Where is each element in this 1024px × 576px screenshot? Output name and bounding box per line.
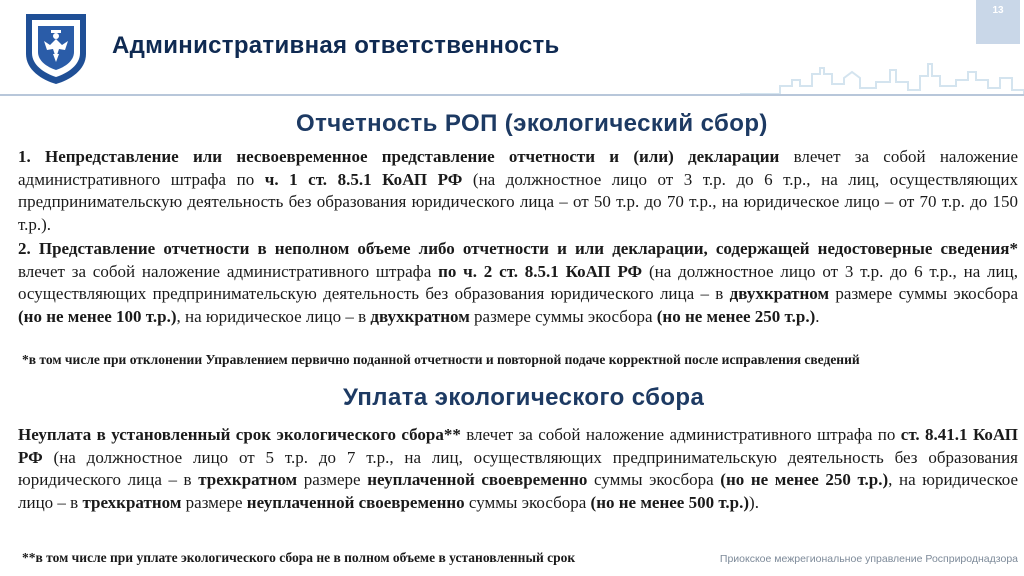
- text-segment: суммы экосбора: [464, 492, 591, 512]
- bold-text-segment: ст. 8.41.1 КоАП РФ: [18, 425, 1019, 467]
- text-segment: размере: [181, 492, 247, 512]
- text-segment: размере: [297, 470, 368, 489]
- bold-text-segment: двухкратном: [729, 284, 830, 303]
- bold-text-segment: 2. Представление отчетности в неполном объеме либо отчетности и или декларации, содержащей недостоверные сведения*: [18, 239, 1018, 258]
- text-segment: влечет за собой наложение административного штрафа по: [460, 425, 901, 444]
- city-skyline-decoration: [740, 56, 1024, 96]
- text-segment: ).: [749, 492, 759, 512]
- bold-text-segment: 1. Непредставление или несвоевременное представление отчетности и (или) декларации: [18, 147, 780, 166]
- bold-text-segment: неуплаченной своевременно: [246, 492, 465, 512]
- reporting-item-1: [18, 146, 1018, 236]
- slide-header: [0, 0, 1024, 96]
- text-segment: влечет за собой наложение административного штрафа по: [18, 147, 1018, 189]
- text-segment: , на юридическое лицо – в: [18, 470, 1019, 512]
- text-segment: (на должностное лицо от 3 т.р. до 6 т.р., на лиц, осуществляющих предпринимательскую деятельность без образования юридического лица – в: [18, 261, 1018, 303]
- reporting-footnote: *в том числе при отклонении Управлением первично поданной отчетности и повторной подаче корректной после исправления сведений: [22, 352, 860, 367]
- text-segment: суммы экосбора: [587, 470, 721, 489]
- section-title-payment: Уплата экологического сбора: [343, 384, 705, 411]
- bold-text-segment: (но не менее 100 т.р.): [18, 306, 177, 326]
- bold-text-segment: Неуплата в установленный срок экологического сбора**: [18, 425, 461, 444]
- bold-text-segment: (но не менее 250 т.р.): [656, 306, 816, 326]
- footer-organization: Приокское межрегиональное управление Росприроднадзора: [719, 553, 1018, 565]
- section-title-reporting: Отчетность РОП (экологический сбор): [296, 110, 768, 137]
- text-segment: (на должностное лицо от 5 т.р. до 7 т.р., на лиц, осуществляющих предпринимательскую деятельность без образования юридического лица – в: [18, 447, 1018, 489]
- text-segment: .: [815, 306, 820, 326]
- bold-text-segment: трехкратном: [82, 492, 182, 512]
- payment-footnote: **в том числе при уплате экологического сбора не в полном объеме в установленный срок: [22, 550, 576, 565]
- text-segment: , на юридическое лицо – в: [176, 306, 371, 326]
- text-segment: размере суммы экосбора: [469, 306, 657, 326]
- reporting-item-2: [18, 238, 1018, 328]
- slide-number: 13: [976, 0, 1020, 44]
- bold-text-segment: (но не менее 250 т.р.): [720, 470, 889, 489]
- bold-text-segment: неуплаченной своевременно: [367, 470, 588, 489]
- header-divider: [0, 94, 1024, 96]
- payment-item: [18, 424, 1018, 514]
- bold-text-segment: трехкратном: [198, 470, 298, 489]
- bold-text-segment: по ч. 2 ст. 8.5.1 КоАП РФ: [438, 261, 643, 281]
- rosprirodnadzor-emblem-icon: [20, 8, 92, 86]
- text-segment: размере суммы экосбора: [829, 284, 1018, 303]
- bold-text-segment: (но не менее 500 т.р.): [590, 492, 750, 512]
- text-segment: (на должностное лицо от 3 т.р. до 6 т.р., на лиц, осуществляющих предпринимательскую деятельность без образования юридического лица – от 50 т.р. до 70 т.р., на юридическое лицо – от 70 т.р. до 150 т.р.).: [18, 169, 1018, 234]
- page-title: Административная ответственность: [112, 32, 560, 59]
- bold-text-segment: ч. 1 ст. 8.5.1 КоАП РФ: [264, 169, 463, 189]
- bold-text-segment: двухкратном: [370, 306, 470, 326]
- text-segment: влечет за собой наложение административного штрафа: [18, 261, 439, 281]
